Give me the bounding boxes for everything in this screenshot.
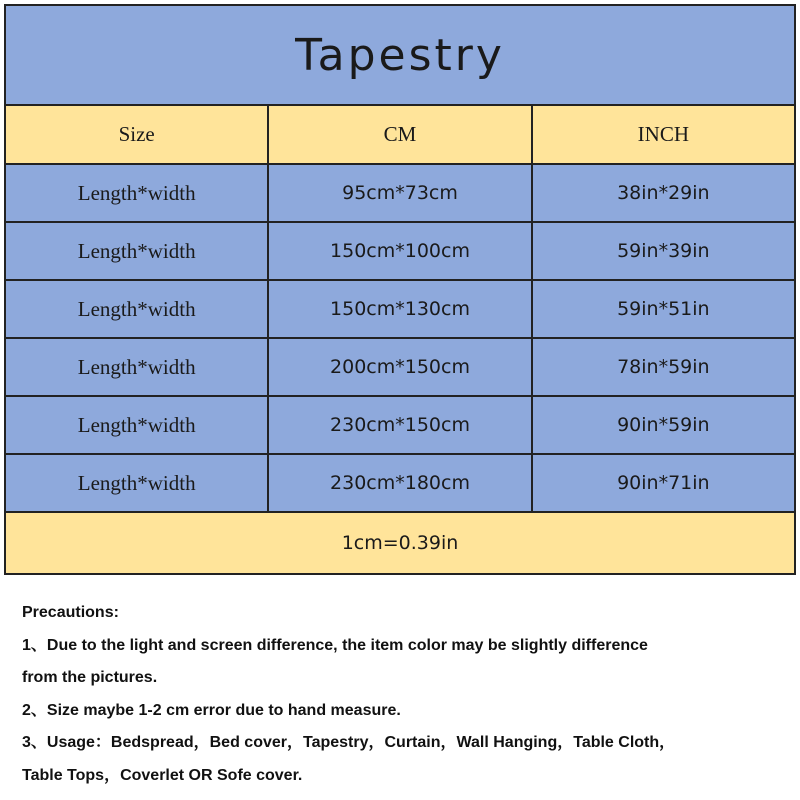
table-row	[5, 222, 795, 280]
row-cm: 230cm*180cm	[268, 454, 531, 512]
precaution-line: from the pictures.	[22, 669, 158, 686]
precautions-heading: Precautions:	[22, 604, 119, 621]
table-row	[5, 280, 795, 338]
precaution-line: 3、Usage：Bedspread，Bed cover，Tapestry，Curtain，Wall Hanging，Table Cloth，	[22, 734, 676, 751]
table-row	[5, 396, 795, 454]
row-inch: 78in*59in	[532, 338, 795, 396]
row-cm: 95cm*73cm	[268, 164, 531, 222]
precautions-section	[22, 597, 792, 792]
precaution-line: 1、Due to the light and screen difference, the item color may be slightly difference	[22, 636, 648, 654]
row-cm: 200cm*150cm	[268, 338, 531, 396]
conversion-note: 1cm=0.39in	[5, 512, 795, 574]
row-inch: 90in*71in	[532, 454, 795, 512]
row-label: Length*width	[5, 396, 268, 454]
precaution-line: 2、Size maybe 1-2 cm error due to hand measure.	[22, 701, 401, 719]
table-title: Tapestry	[5, 5, 795, 105]
row-inch: 59in*51in	[532, 280, 795, 338]
header-cm: CM	[268, 105, 531, 164]
row-inch: 59in*39in	[532, 222, 795, 280]
row-label: Length*width	[5, 164, 268, 222]
row-cm: 230cm*150cm	[268, 396, 531, 454]
table-row	[5, 338, 795, 396]
row-inch: 90in*59in	[532, 396, 795, 454]
row-cm: 150cm*100cm	[268, 222, 531, 280]
header-inch: INCH	[532, 105, 795, 164]
table-row	[5, 164, 795, 222]
precaution-line: Table Tops，Coverlet OR Sofe cover.	[22, 766, 303, 784]
row-label: Length*width	[5, 338, 268, 396]
row-cm: 150cm*130cm	[268, 280, 531, 338]
title-row	[5, 5, 795, 105]
row-label: Length*width	[5, 454, 268, 512]
row-label: Length*width	[5, 222, 268, 280]
table-row	[5, 454, 795, 512]
header-size: Size	[5, 105, 268, 164]
row-inch: 38in*29in	[532, 164, 795, 222]
header-row	[5, 105, 795, 164]
conversion-row	[5, 512, 795, 574]
size-chart-table	[4, 4, 796, 575]
row-label: Length*width	[5, 280, 268, 338]
